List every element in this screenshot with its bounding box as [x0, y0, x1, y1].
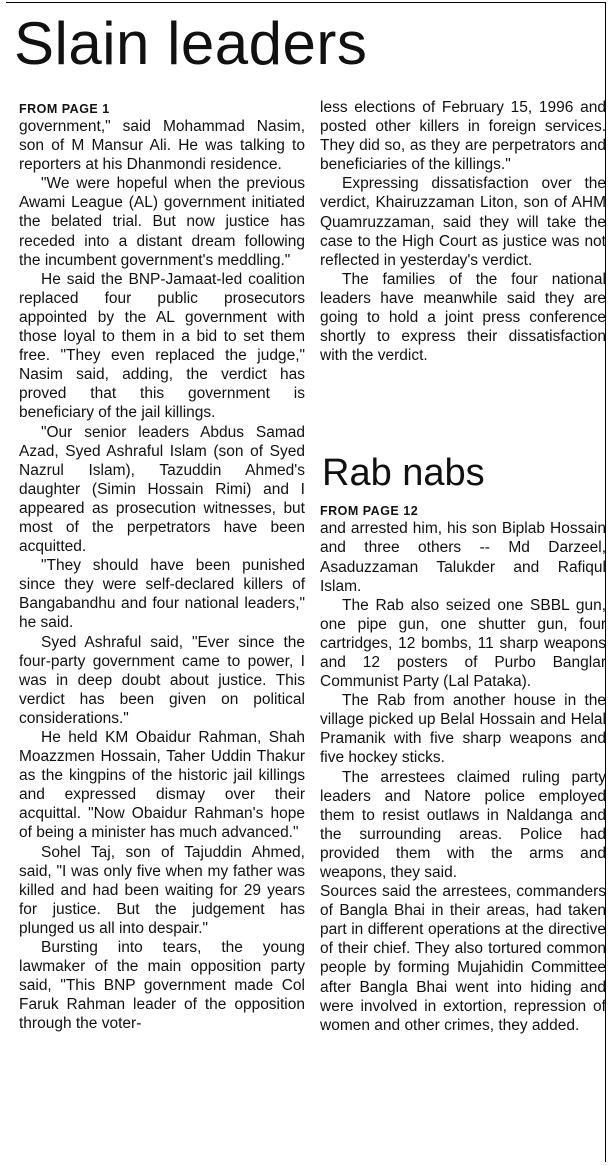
second-article-headline: Rab nabs	[322, 452, 485, 495]
article-paragraph: "Our senior leaders Abdus Samad Azad, Syed Ashraful Islam (son of Syed Nazrul Islam), Tazuddin Ahmed's daughter (Simin Hossain Rimi) and I appeared as prosecution witnesses, but most of the perpetrators have been acquitted.	[19, 423, 305, 556]
article-paragraph: Syed Ashraful said, "Ever since the four-party government came to power, I was in deep doubt about justice. This verdict has been given on political considerations."	[19, 633, 305, 727]
article-paragraph: The arrestees claimed ruling party leaders and Natore police employed them to resist outlaws in Naldanga and the surrounding areas. Police had provided them with the arms and weapons, they said.	[320, 768, 606, 881]
article-paragraph: Sources said the arrestees, commanders of Bangla Bhai in their areas, had taken part in different operations at the directive of their chief. They also tortured common people by forming Mujahidin Committee after Bangla Bhai went into hiding and were involved in extortion, repression of women and other crimes, they added.	[320, 883, 606, 1034]
article-paragraph: Expressing dissatisfaction over the verdict, Khairuzzaman Liton, son of AHM Quamruzzaman, said they will take the case to the High Court as justice was not reflected in yesterday's verdict.	[320, 175, 606, 269]
article-paragraph: He said the BNP-Jamaat-led coalition replaced four public prosecutors appointed by the AL government with those loyal to them in a bid to set them free. "They even replaced the judge," Nasim said, adding, the verdict has proved that this government is beneficiary of the jail killings.	[19, 270, 305, 422]
article-paragraph: The families of the four national leaders have meanwhile said they are going to hold a joint press conference shortly to express their dissatisfaction with the verdict.	[320, 270, 606, 365]
continuation-kicker: FROM PAGE 1	[19, 102, 110, 116]
article-paragraph: government," said Mohammad Nasim, son of M Mansur Ali. He was talking to reporters at his Dhanmondi residence.	[19, 118, 305, 174]
article-paragraph: Bursting into tears, the young lawmaker of the main opposition party said, "This BNP government made Col Faruk Rahman leader of the opposition through the voter-	[19, 939, 305, 1033]
article-paragraph: He held KM Obaidur Rahman, Shah Moazzmen Hossain, Taher Uddin Thakur as the kingpins of the historic jail killings and expressed dismay over their acquittal. "Now Obaidur Rahman's hope of being a minister has much advanced."	[19, 729, 305, 842]
article-paragraph: less elections of February 15, 1996 and posted other killers in foreign services. They did so, as they are perpetrators and beneficiaries of the killings."	[320, 99, 606, 174]
left-column	[19, 98, 305, 1034]
article-paragraph: "We were hopeful when the previous Awami League (AL) government initiated the belated trial. But now justice has receded into a distant dream following the incumbent government's meddling."	[19, 175, 305, 269]
article-paragraph: The Rab also seized one SBBL gun, one pipe gun, one shutter gun, four cartridges, 12 bombs, 11 sharp weapons and 12 posters of Purbo Banglar Communist Party (Lal Pataka).	[320, 596, 606, 691]
article-paragraph: "They should have been punished since they were self-declared killers of Bangabandhu and four national leaders," he said.	[19, 557, 305, 632]
article-headline: Slain leaders	[14, 10, 368, 77]
right-column	[320, 98, 606, 1035]
article-paragraph: and arrested him, his son Biplab Hossain and three others -- Md Darzeel, Asaduzzaman Talukder and Rafiqul Islam.	[320, 520, 606, 595]
article-paragraph: Sohel Taj, son of Tajuddin Ahmed, said, "I was only five when my father was killed and had been waiting for 29 years for justice. But the judgement has plunged us all into despair."	[19, 843, 305, 937]
article-paragraph: The Rab from another house in the village picked up Belal Hossain and Helal Pramanik with five sharp weapons and five hockey sticks.	[320, 692, 606, 767]
second-continuation-kicker: FROM PAGE 12	[320, 504, 419, 519]
